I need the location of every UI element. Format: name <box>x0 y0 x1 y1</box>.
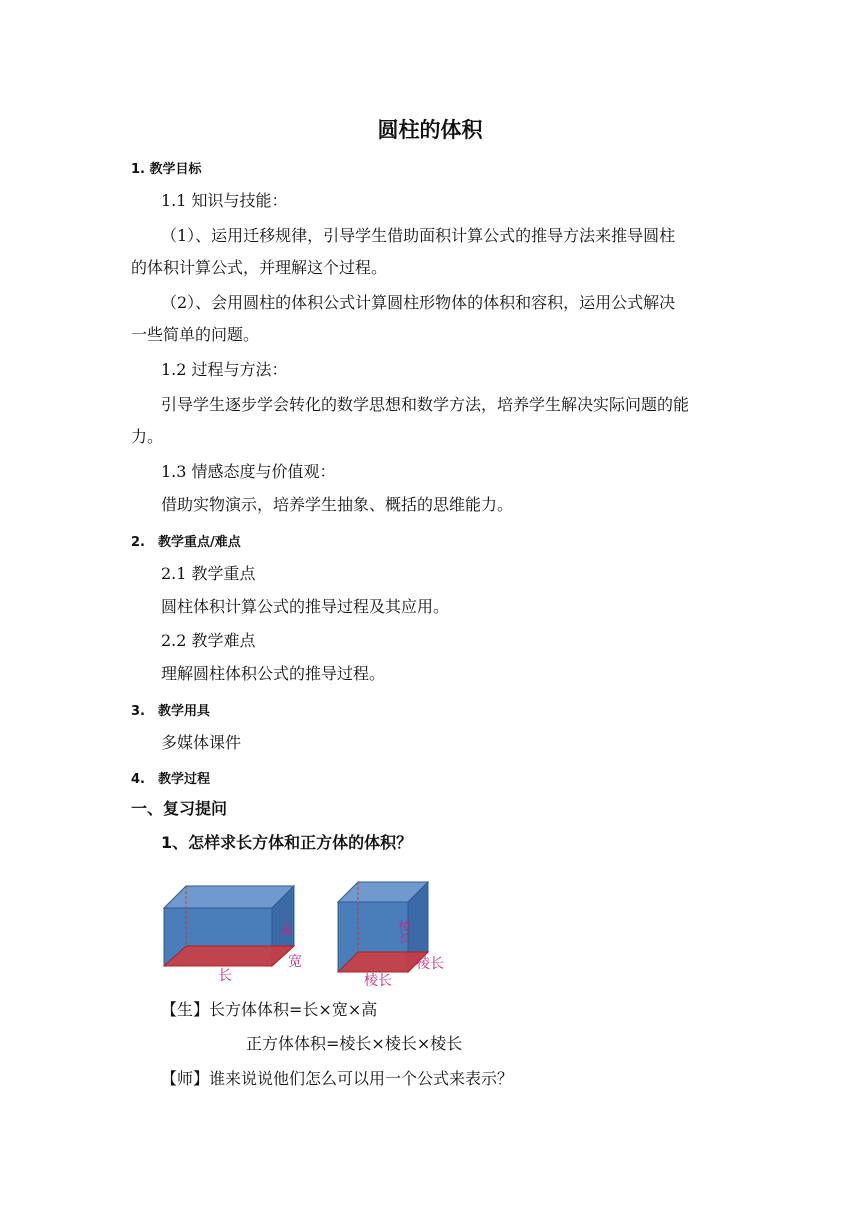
subsection-1-2: 1.2 过程与方法： <box>161 360 288 379</box>
paragraph-2-1: 圆柱体积计算公式的推导过程及其应用。 <box>161 597 450 616</box>
section-2-heading: 2. 教学重点/难点 <box>131 535 241 550</box>
section-4-heading: 4. 教学过程 <box>131 772 210 787</box>
paragraph-1-3: 借助实物演示，培养学生抽象、概括的思维能力。 <box>161 495 514 514</box>
paragraph-1-2-line2: 力。 <box>131 427 164 446</box>
cuboid-shape <box>164 886 302 984</box>
cuboid-height-label: 高 <box>280 923 294 938</box>
cuboid-length-label: 长 <box>218 968 232 984</box>
teacher-question: 【师】谁来说说他们怎么可以用一个公式来表示？ <box>161 1069 514 1088</box>
subsection-1-1: 1.1 知识与技能： <box>161 191 288 210</box>
student-answer-line1: 【生】长方体体积=长×宽×高 <box>161 1000 378 1019</box>
paragraph-item2-line1: （2）、会用圆柱的体积公式计算圆柱形物体的体积和容积，运用公式解决 <box>161 293 676 312</box>
cuboid-top-face <box>164 886 294 908</box>
paragraph-2-2: 理解圆柱体积公式的推导过程。 <box>161 664 386 683</box>
paragraph-3: 多媒体课件 <box>161 733 242 752</box>
section-3-heading: 3. 教学用具 <box>131 704 210 719</box>
cube-edge-side-label: 棱长 <box>397 920 411 944</box>
subsection-1-3: 1.3 情感态度与价值观： <box>161 462 336 481</box>
subsection-2-2: 2.2 教学难点 <box>161 631 256 650</box>
cuboid-width-label: 宽 <box>288 954 302 970</box>
paragraph-item1-line2: 的体积计算公式，并理解这个过程。 <box>131 258 388 277</box>
page-title: 圆柱的体积 <box>377 118 483 142</box>
cube-edge-bottom-label: 棱长 <box>364 973 392 988</box>
cuboid-base <box>164 946 294 966</box>
paragraph-1-2-line1: 引导学生逐步学会转化的数学思想和数学方法，培养学生解决实际问题的能 <box>161 395 690 414</box>
cuboid-cube-figure <box>158 876 458 988</box>
paragraph-item1-line1: （1）、运用迁移规律，引导学生借助面积计算公式的推导方法来推导圆柱 <box>161 226 676 245</box>
question-1: 1、怎样求长方体和正方体的体积？ <box>161 833 413 852</box>
subsection-2-1: 2.1 教学重点 <box>161 564 256 583</box>
cube-edge-right-label: 棱长 <box>416 956 444 972</box>
part-1-heading: 一、复习提问 <box>131 799 228 818</box>
section-1-heading: 1. 教学目标 <box>131 162 202 177</box>
paragraph-item2-line2: 一些简单的问题。 <box>131 325 260 344</box>
student-answer-line2: 正方体体积=棱长×棱长×棱长 <box>246 1034 463 1053</box>
cube-shape <box>338 882 444 988</box>
